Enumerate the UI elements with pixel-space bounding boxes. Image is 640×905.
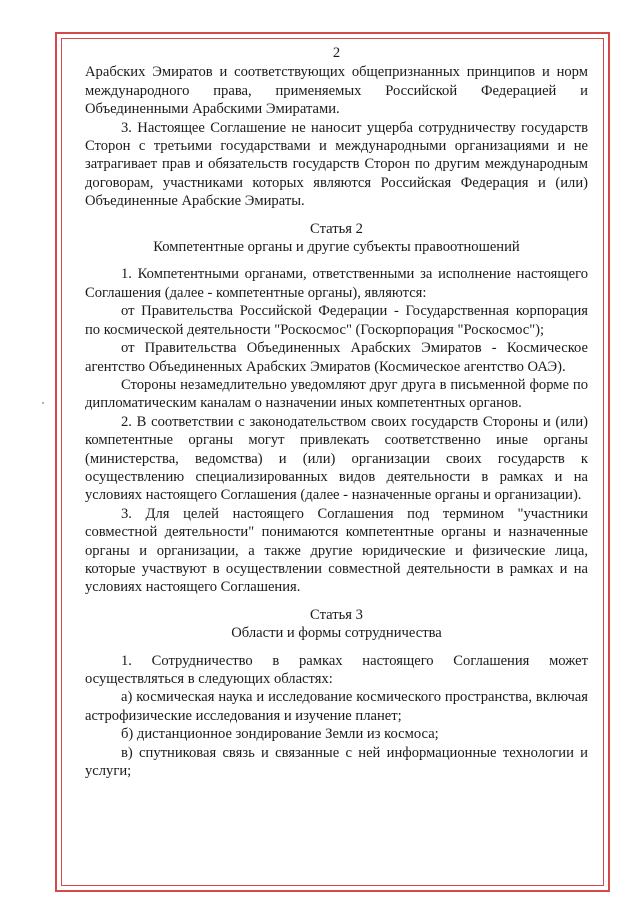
section-heading: Статья 2 — [310, 220, 363, 237]
section-heading: Статья 3 — [310, 606, 363, 623]
spacer — [85, 256, 588, 265]
paragraph: 2. В соответствии с законодательством своих государств Стороны и (или) компетентные органы могут привлекать соответственно иные органы (министерства, ведомства) и (или) организации своих государств к осуществлению специализированных видов деятельности в рамках и на условиях настоящего Соглашения (далее - назначенные органы и организации). — [85, 413, 588, 504]
document-body — [85, 44, 588, 780]
paragraph: 3. Для целей настоящего Соглашения под термином "участники совместной деятельности" понимаются компетентные органы и назначенные органы и организации, а также другие юридические и физические лица, которые участвуют в осуществлении совместной деятельности в рамках и на условиях настоящего Соглашения. — [85, 505, 588, 596]
paragraph: Стороны незамедлительно уведомляют друг друга в письменной форме по дипломатическим каналам о назначении иных компетентных органов. — [85, 376, 588, 412]
paragraph: в) спутниковая связь и связанные с ней информационные технологии и услуги; — [85, 744, 588, 780]
spacer — [85, 597, 588, 606]
spacer — [85, 211, 588, 220]
paragraph: от Правительства Российской Федерации - Государственная корпорация по космической деятельности "Роскосмос" (Госкорпорация "Роскосмос"); — [85, 303, 588, 338]
scan-artifact — [42, 402, 44, 404]
spacer — [85, 643, 588, 652]
paragraph: Арабских Эмиратов и соответствующих общепризнанных принципов и норм международного права, применяемых Российской Федерацией и Объединенными Арабскими Эмиратами. — [85, 64, 588, 118]
section-heading: Области и формы сотрудничества — [231, 625, 442, 642]
paragraph: 3. Настоящее Соглашение не наносит ущерба сотрудничеству государств Сторон с третьими государствами и международными организациями и не затрагивает прав и обязательств государств Сторон по другим международным договорам, участниками которых являются Российская Федерация и (или) Объединенные Арабские Эмираты. — [85, 119, 588, 210]
paragraph: 1. Компетентными органами, ответственными за исполнение настоящего Соглашения (далее - компетентные органы), являются: — [85, 266, 588, 301]
section-heading: Компетентные органы и другие субъекты правоотношений — [153, 239, 520, 256]
document-blocks — [85, 63, 588, 780]
paragraph: от Правительства Объединенных Арабских Эмиратов - Космическое агентство Объединенных Арабских Эмиратов (Космическое агентство ОАЭ). — [85, 340, 588, 375]
page-number: 2 — [332, 45, 341, 61]
paragraph: а) космическая наука и исследование космического пространства, включая астрофизические исследования и изучение планет; — [85, 689, 588, 724]
paragraph: б) дистанционное зондирование Земли из космоса; — [121, 726, 439, 743]
paragraph: 1. Сотрудничество в рамках настоящего Соглашения может осуществляться в следующих областях: — [85, 652, 588, 687]
